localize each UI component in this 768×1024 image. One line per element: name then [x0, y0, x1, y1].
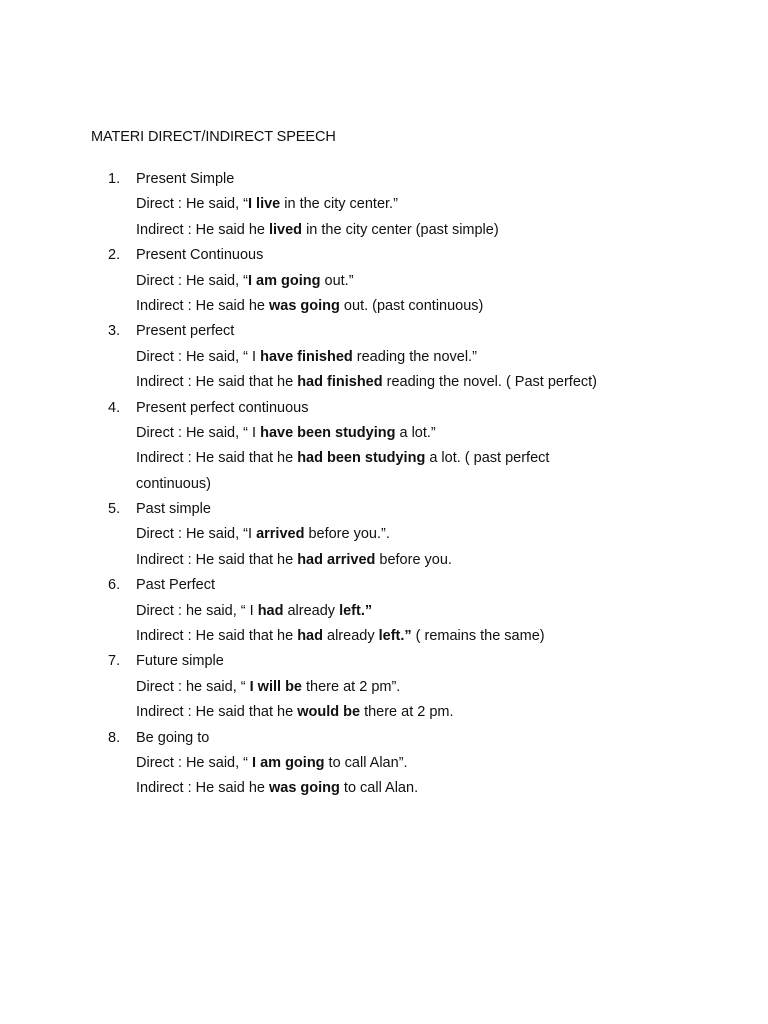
tense-heading: Be going to	[136, 729, 210, 746]
line-text: Indirect : He said that he	[136, 551, 298, 568]
example-line	[108, 675, 728, 700]
list-item	[108, 319, 728, 395]
example-line	[108, 192, 728, 217]
list-item	[108, 649, 728, 725]
line-text: Indirect : He said that he	[136, 704, 298, 721]
emphasized-verb: I am going	[252, 754, 325, 771]
tense-heading: Past simple	[136, 501, 211, 518]
example-line	[108, 370, 728, 395]
tense-heading: Present perfect	[136, 323, 235, 340]
emphasized-verb: have finished	[260, 348, 353, 365]
line-text: Indirect : He said he	[136, 297, 269, 314]
example-line	[108, 599, 728, 624]
line-text: Direct : He said, “	[136, 754, 253, 771]
emphasized-verb: I will be	[249, 678, 302, 695]
list-item-number: 6.	[108, 577, 121, 594]
example-line	[108, 269, 728, 294]
line-text: Direct : He said, “ I	[136, 348, 261, 365]
emphasized-verb: was going	[269, 780, 340, 797]
emphasized-verb: had	[297, 628, 323, 645]
example-line	[108, 776, 728, 801]
line-text: reading the novel.”	[352, 348, 477, 365]
line-text: out. (past continuous)	[339, 297, 484, 314]
emphasized-verb: had been studying	[297, 450, 426, 467]
example-line	[108, 218, 728, 243]
example-line	[108, 446, 728, 471]
emphasized-verb: arrived	[256, 526, 305, 543]
line-text: Indirect : He said he	[136, 780, 269, 797]
list-item-number: 7.	[108, 653, 121, 670]
line-text: continuous)	[136, 475, 211, 492]
line-text: before you.	[375, 551, 452, 568]
line-text: Direct : he said, “	[136, 678, 250, 695]
line-text: Indirect : He said that he	[136, 628, 298, 645]
line-text: ( remains the same)	[411, 628, 545, 645]
document-title: MATERI DIRECT/INDIRECT SPEECH	[91, 129, 336, 145]
line-text: a lot.”	[395, 424, 436, 441]
emphasized-verb: lived	[269, 221, 303, 238]
line-text: already	[322, 628, 379, 645]
list-item	[108, 243, 728, 319]
list-item	[108, 573, 728, 649]
emphasized-verb: I live	[248, 196, 281, 213]
list-item	[108, 497, 728, 573]
example-line	[108, 294, 728, 319]
example-line	[108, 472, 728, 497]
speech-rules-list	[108, 167, 728, 802]
example-line	[108, 421, 728, 446]
line-text: Indirect : He said that he	[136, 450, 298, 467]
line-text: a lot. ( past perfect	[425, 450, 550, 467]
example-line	[108, 700, 728, 725]
example-line	[108, 548, 728, 573]
list-item-number: 3.	[108, 323, 121, 340]
line-text: Indirect : He said he	[136, 221, 269, 238]
line-text: in the city center (past simple)	[302, 221, 499, 238]
example-line	[108, 345, 728, 370]
emphasized-verb: have been studying	[260, 424, 396, 441]
list-item-number: 2.	[108, 247, 121, 264]
tense-heading: Past Perfect	[136, 577, 215, 594]
line-text: to call Alan.	[339, 780, 419, 797]
example-line	[108, 522, 728, 547]
line-text: already	[283, 602, 340, 619]
line-text: Direct : He said, “	[136, 196, 248, 213]
example-line	[108, 751, 728, 776]
list-item-number: 1.	[108, 171, 121, 187]
list-item	[108, 167, 728, 243]
line-text: Direct : He said, “I	[136, 526, 257, 543]
emphasized-verb: was going	[269, 297, 340, 314]
line-text: before you.”.	[304, 526, 390, 543]
line-text: reading the novel. ( Past perfect)	[382, 374, 598, 391]
emphasized-verb: I am going	[248, 272, 321, 289]
line-text: Direct : he said, “ I	[136, 602, 258, 619]
line-text: out.”	[320, 272, 354, 289]
line-text: Direct : He said, “	[136, 272, 248, 289]
emphasized-verb: had arrived	[297, 551, 376, 568]
list-item-number: 4.	[108, 399, 121, 416]
line-text: in the city center.”	[280, 196, 398, 213]
line-text: to call Alan”.	[324, 754, 408, 771]
emphasized-verb: had finished	[297, 374, 383, 391]
emphasized-verb: had	[257, 602, 284, 619]
line-text: there at 2 pm”.	[302, 678, 401, 695]
tense-heading: Future simple	[136, 653, 224, 670]
line-text: there at 2 pm.	[360, 704, 454, 721]
list-item	[108, 726, 728, 802]
example-line	[108, 624, 728, 649]
tense-heading: Present perfect continuous	[136, 399, 309, 416]
emphasized-verb: left.”	[339, 602, 373, 619]
list-item	[108, 396, 728, 498]
emphasized-verb: would be	[297, 704, 361, 721]
emphasized-verb: left.”	[378, 628, 412, 645]
tense-heading: Present Simple	[136, 171, 235, 187]
list-item-number: 8.	[108, 729, 121, 746]
line-text: Direct : He said, “ I	[136, 424, 261, 441]
line-text: Indirect : He said that he	[136, 374, 298, 391]
tense-heading: Present Continuous	[136, 247, 264, 264]
list-item-number: 5.	[108, 501, 121, 518]
